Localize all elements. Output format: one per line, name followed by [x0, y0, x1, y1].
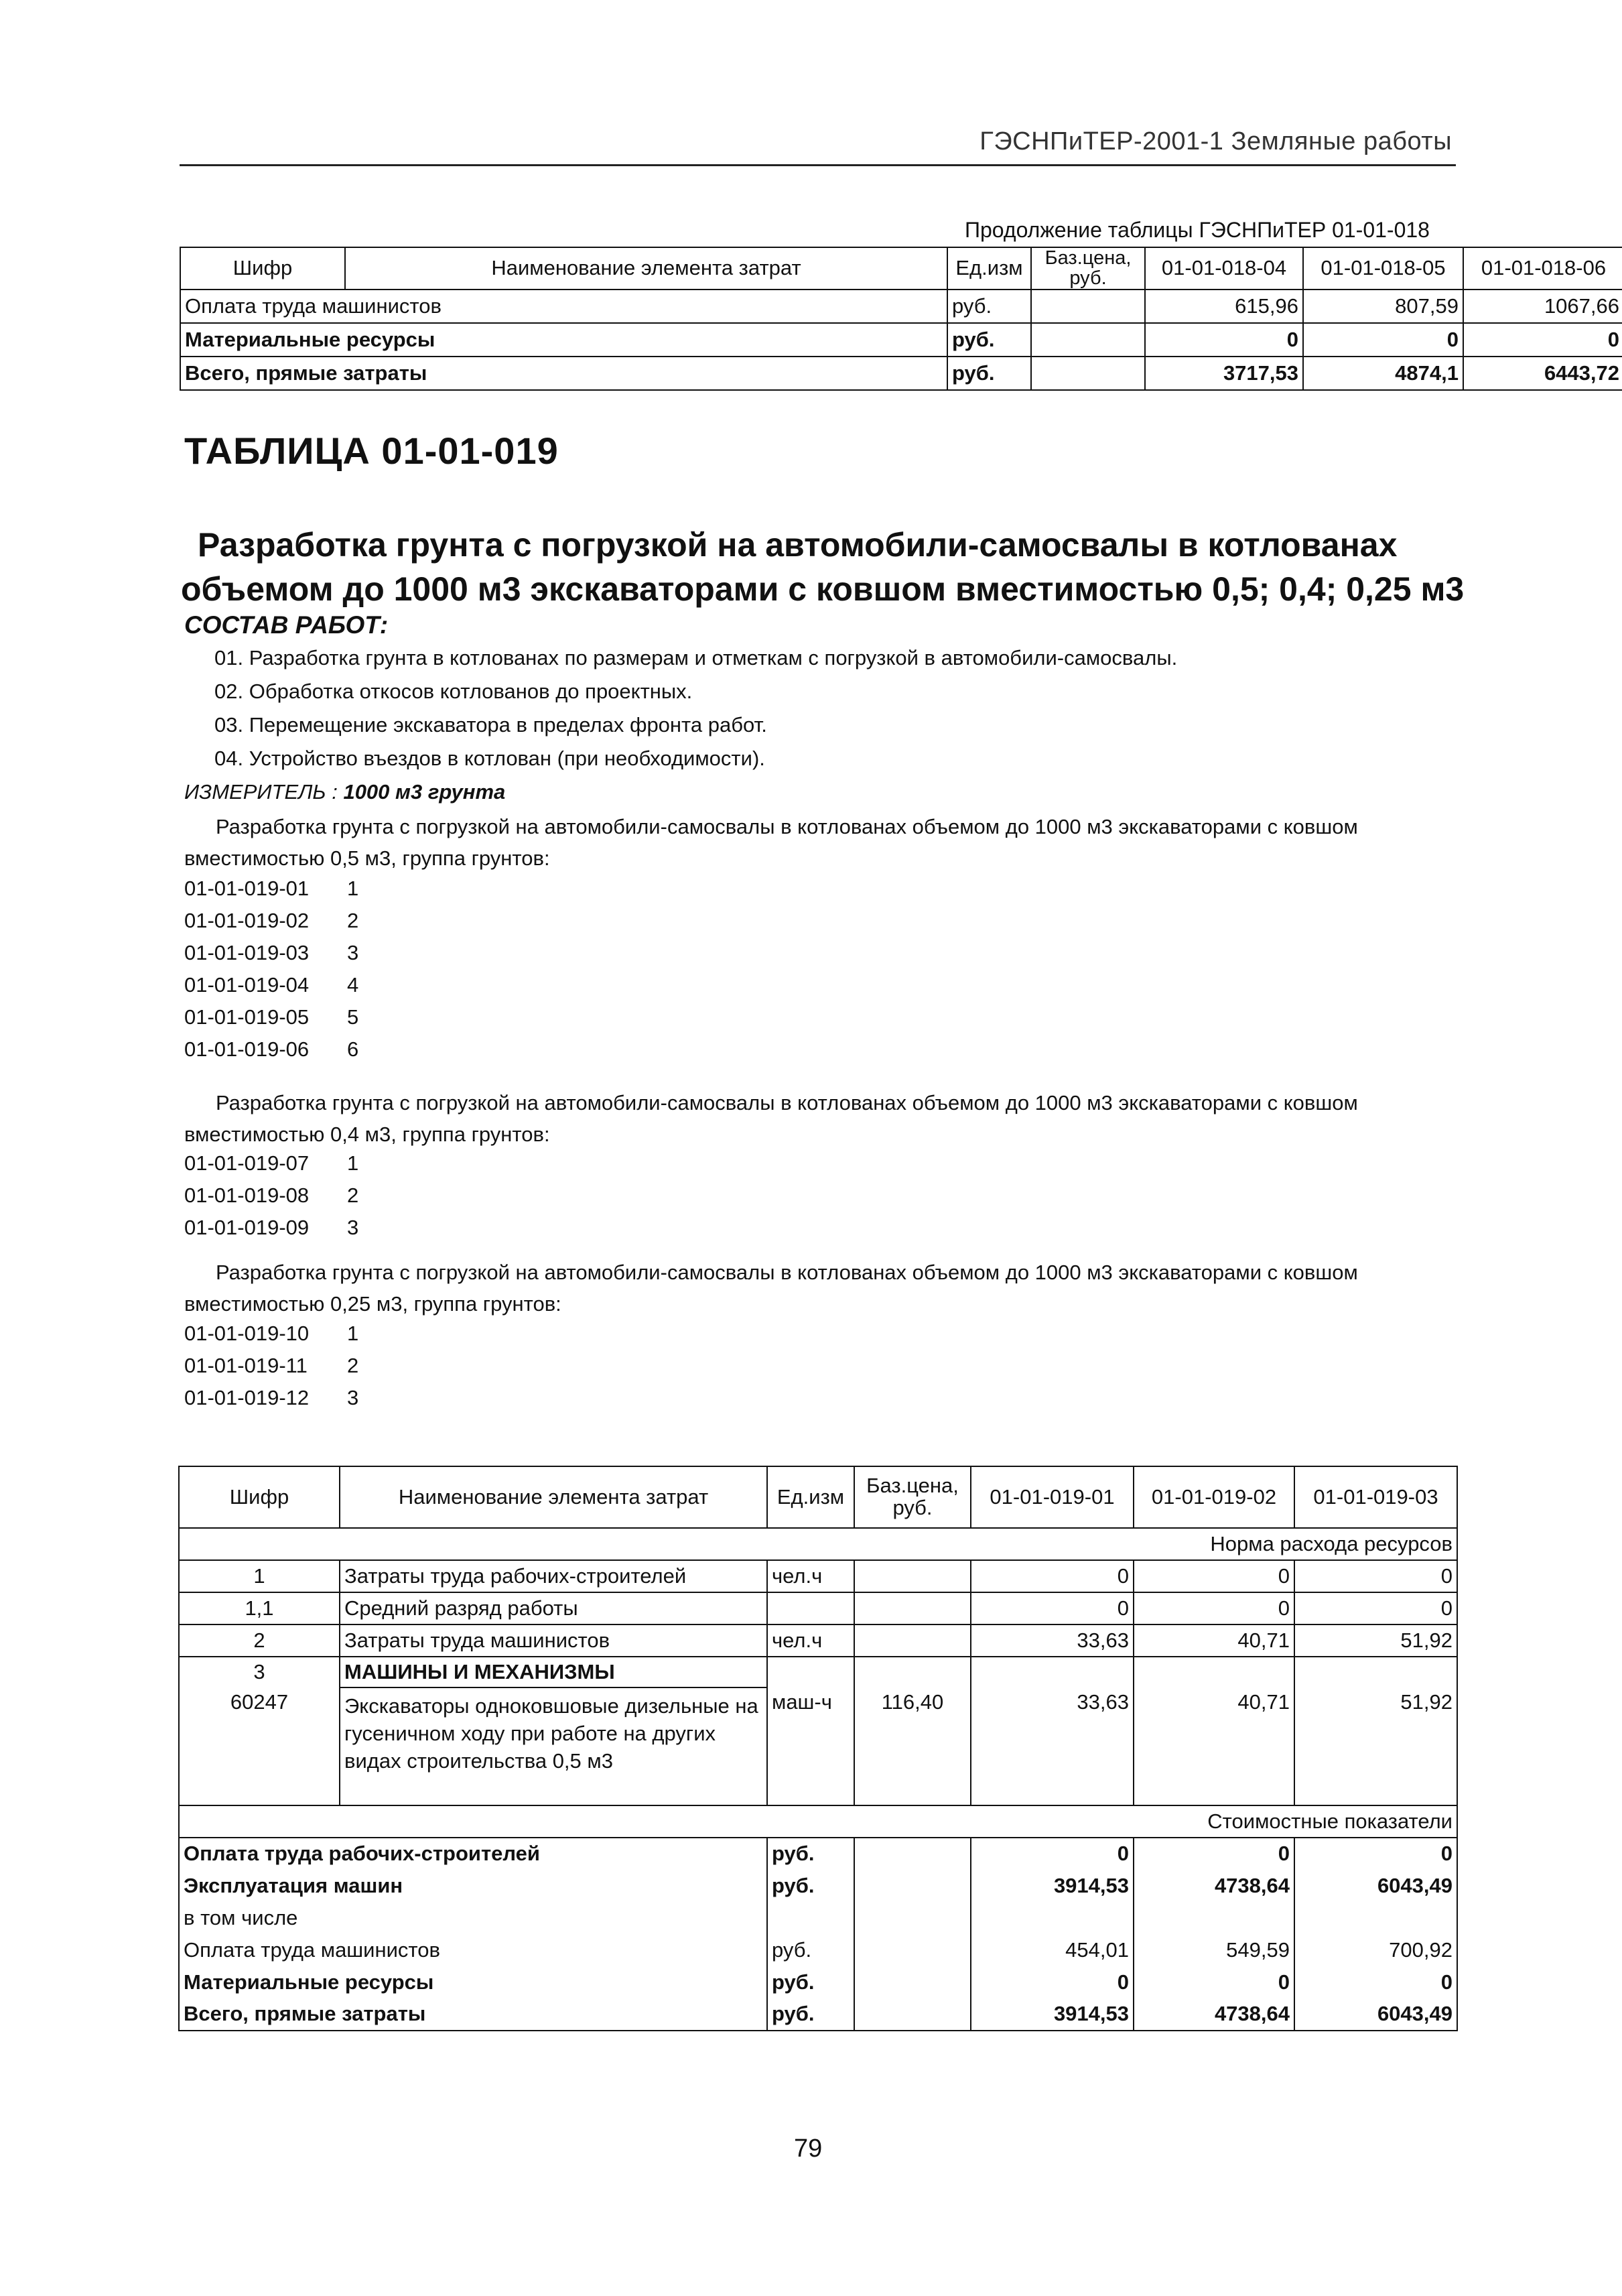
row-price — [854, 1998, 971, 2031]
row-unit: руб. — [767, 1838, 854, 1870]
rate-code: 01-01-019-09 — [184, 1216, 310, 1239]
row-value: 0 — [1463, 323, 1622, 357]
rate-code: 01-01-019-12 — [184, 1386, 310, 1409]
row-code: 3 — [179, 1657, 340, 1687]
rate-code: 01-01-019-08 — [184, 1184, 310, 1207]
row-unit: чел.ч — [767, 1624, 854, 1657]
row-code: 1,1 — [179, 1592, 340, 1624]
row-value: 3914,53 — [971, 1998, 1134, 2031]
soil-group: 2 — [347, 909, 359, 932]
table-row — [179, 1624, 1457, 1657]
row-price — [854, 1592, 971, 1624]
table-header-row — [180, 247, 1622, 290]
row-unit — [767, 1592, 854, 1624]
group-description: Разработка грунта с погрузкой на автомобили-самосвалы в котлованах объемом до 1000 м3 экскаваторами с ковшом вместимостью 0,4 м3, группа грунтов: — [184, 1091, 1358, 1146]
row-name: Оплата труда машинистов — [179, 1934, 767, 1966]
code-row — [184, 973, 358, 997]
rate-code: 01-01-019-05 — [184, 1005, 310, 1029]
row-value: 0 — [971, 1966, 1134, 1998]
code-row — [184, 1322, 358, 1346]
col-header-code: Шифр — [180, 247, 345, 290]
col-header-unit: Ед.изм — [767, 1466, 854, 1528]
row-code: 1 — [179, 1560, 340, 1592]
row-unit: маш-ч — [767, 1687, 854, 1805]
table-heading: ТАБЛИЦА 01-01-019 — [184, 430, 559, 472]
row-value: 4738,64 — [1134, 1998, 1294, 2031]
row-value: 0 — [1294, 1838, 1457, 1870]
col-header-name: Наименование элемента затрат — [345, 247, 947, 290]
row-name: Затраты труда машинистов — [340, 1624, 767, 1657]
row-unit: руб. — [947, 323, 1031, 357]
rate-code: 01-01-019-02 — [184, 909, 310, 932]
group-description: Разработка грунта с погрузкой на автомобили-самосвалы в котлованах объемом до 1000 м3 экскаваторами с ковшом вместимостью 0,25 м3, группа грунтов: — [184, 1261, 1358, 1316]
row-code: 60247 — [179, 1687, 340, 1805]
row-value: 0 — [1294, 1966, 1457, 1998]
row-value: 549,59 — [1134, 1934, 1294, 1966]
soil-group: 3 — [347, 1386, 359, 1409]
table-row — [179, 1998, 1457, 2031]
col-header-rate-1: 01-01-018-04 — [1145, 247, 1303, 290]
section-title-line: Разработка грунта с погрузкой на автомобили-самосвалы в котлованах — [198, 526, 1398, 564]
section-title — [181, 523, 1467, 611]
table-row — [179, 1838, 1457, 1870]
row-name: Оплата труда машинистов — [180, 290, 947, 323]
row-value: 0 — [1134, 1592, 1294, 1624]
continuation-table — [180, 247, 1622, 391]
row-value — [1294, 1657, 1457, 1687]
soil-group: 2 — [347, 1354, 359, 1377]
row-value: 615,96 — [1145, 290, 1303, 323]
col-header-rate-1: 01-01-019-01 — [971, 1466, 1134, 1528]
rate-code: 01-01-019-10 — [184, 1322, 310, 1345]
code-row — [184, 1386, 358, 1410]
row-unit: руб. — [947, 290, 1031, 323]
running-header: ГЭСНПиТЕР-2001-1 Земляные работы — [979, 127, 1452, 155]
row-value: 4738,64 — [1134, 1870, 1294, 1902]
row-name: Материальные ресурсы — [179, 1966, 767, 1998]
row-value: 0 — [1134, 1560, 1294, 1592]
table-row — [180, 323, 1622, 357]
row-value — [971, 1657, 1134, 1687]
row-value: 0 — [1134, 1838, 1294, 1870]
rate-code: 01-01-019-11 — [184, 1354, 308, 1377]
soil-group: 3 — [347, 1216, 359, 1239]
row-price — [854, 1838, 971, 1870]
table-row — [179, 1592, 1457, 1624]
row-value — [1294, 1902, 1457, 1934]
col-header-rate-2: 01-01-018-05 — [1303, 247, 1463, 290]
row-value: 0 — [971, 1592, 1134, 1624]
code-row — [184, 1037, 358, 1062]
row-value: 807,59 — [1303, 290, 1463, 323]
row-value: 0 — [1294, 1592, 1457, 1624]
row-value: 0 — [1134, 1966, 1294, 1998]
table-row — [179, 1657, 1457, 1687]
row-code: 2 — [179, 1624, 340, 1657]
row-value: 33,63 — [971, 1624, 1134, 1657]
row-unit: руб. — [767, 1934, 854, 1966]
row-price — [1031, 290, 1145, 323]
row-value: 6043,49 — [1294, 1870, 1457, 1902]
row-price — [854, 1560, 971, 1592]
row-name: Оплата труда рабочих-строителей — [179, 1838, 767, 1870]
row-value — [1134, 1902, 1294, 1934]
row-value: 6443,72 — [1463, 357, 1622, 390]
row-name: Затраты труда рабочих-строителей — [340, 1560, 767, 1592]
work-item: 03. Перемещение экскаватора в пределах фронта работ. — [214, 713, 767, 737]
rate-code: 01-01-019-03 — [184, 941, 310, 964]
row-price — [854, 1624, 971, 1657]
col-header-unit: Ед.изм — [947, 247, 1031, 290]
row-value: 40,71 — [1134, 1687, 1294, 1805]
col-header-price: Баз.цена, руб. — [1031, 247, 1145, 290]
table-row — [179, 1560, 1457, 1592]
row-value: 3717,53 — [1145, 357, 1303, 390]
row-unit: руб. — [767, 1870, 854, 1902]
rate-code: 01-01-019-06 — [184, 1037, 310, 1061]
col-header-rate-3: 01-01-019-03 — [1294, 1466, 1457, 1528]
table-row — [180, 357, 1622, 390]
table-row — [179, 1966, 1457, 1998]
row-name: в том числе — [179, 1902, 767, 1934]
soil-group: 4 — [347, 973, 359, 997]
code-row — [184, 1151, 358, 1175]
row-value: 3914,53 — [971, 1870, 1134, 1902]
code-row — [184, 1354, 358, 1378]
row-value: 0 — [971, 1560, 1134, 1592]
row-name: Средний разряд работы — [340, 1592, 767, 1624]
row-price — [854, 1966, 971, 1998]
row-name: Экскаваторы одноковшовые дизельные на гусеничном ходу при работе на других видах строительства 0,5 м3 — [340, 1687, 767, 1805]
row-price — [854, 1657, 971, 1687]
row-value: 0 — [1145, 323, 1303, 357]
norm-header: Норма расхода ресурсов — [179, 1528, 1457, 1560]
col-header-price: Баз.цена, руб. — [854, 1466, 971, 1528]
subheader-row — [179, 1805, 1457, 1838]
soil-group: 1 — [347, 877, 359, 900]
table-row — [179, 1870, 1457, 1902]
row-name: Эксплуатация машин — [179, 1870, 767, 1902]
row-value — [971, 1902, 1134, 1934]
row-value: 51,92 — [1294, 1624, 1457, 1657]
soil-group: 5 — [347, 1005, 359, 1029]
code-row — [184, 941, 358, 965]
cost-header: Стоимостные показатели — [179, 1805, 1457, 1838]
table-continuation-caption: Продолжение таблицы ГЭСНПиТЕР 01-01-018 — [965, 218, 1430, 242]
section-title-line: объемом до 1000 м3 экскаваторами с ковшом вместимостью 0,5; 0,4; 0,25 м3 — [181, 570, 1465, 608]
work-item: 02. Обработка откосов котлованов до проектных. — [214, 680, 693, 703]
resource-table — [178, 1466, 1458, 2031]
row-name: Всего, прямые затраты — [180, 357, 947, 390]
row-unit: руб. — [767, 1998, 854, 2031]
header-divider — [180, 164, 1456, 166]
code-row — [184, 1005, 358, 1029]
col-header-rate-2: 01-01-019-02 — [1134, 1466, 1294, 1528]
rate-code: 01-01-019-01 — [184, 877, 310, 900]
table-row — [179, 1687, 1457, 1805]
soil-group: 2 — [347, 1184, 359, 1207]
soil-group: 6 — [347, 1037, 359, 1061]
row-unit: руб. — [947, 357, 1031, 390]
code-row — [184, 1184, 358, 1208]
row-price: 116,40 — [854, 1687, 971, 1805]
row-unit: руб. — [767, 1966, 854, 1998]
code-row — [184, 1216, 358, 1240]
row-name: Всего, прямые затраты — [179, 1998, 767, 2031]
table-row — [180, 290, 1622, 323]
row-value: 0 — [1303, 323, 1463, 357]
subheader-row — [179, 1528, 1457, 1560]
col-header-code: Шифр — [179, 1466, 340, 1528]
row-price — [854, 1934, 971, 1966]
rate-code: 01-01-019-04 — [184, 973, 310, 997]
works-heading: СОСТАВ РАБОТ: — [184, 611, 389, 639]
row-value: 40,71 — [1134, 1624, 1294, 1657]
work-item: 04. Устройство въездов в котлован (при необходимости). — [214, 747, 765, 770]
row-value: 1067,66 — [1463, 290, 1622, 323]
row-price — [854, 1870, 971, 1902]
soil-group: 3 — [347, 941, 359, 964]
row-value: 51,92 — [1294, 1687, 1457, 1805]
code-row — [184, 909, 358, 933]
table-row — [179, 1902, 1457, 1934]
work-item: 01. Разработка грунта в котлованах по размерам и отметкам с погрузкой в автомобили-самосвалы. — [214, 646, 1178, 669]
row-value: 4874,1 — [1303, 357, 1463, 390]
page-number: 79 — [794, 2134, 823, 2163]
row-name: МАШИНЫ И МЕХАНИЗМЫ — [340, 1657, 767, 1687]
row-unit — [767, 1902, 854, 1934]
row-value: 454,01 — [971, 1934, 1134, 1966]
col-header-rate-3: 01-01-018-06 — [1463, 247, 1622, 290]
row-value: 33,63 — [971, 1687, 1134, 1805]
row-price — [1031, 357, 1145, 390]
soil-group: 1 — [347, 1151, 359, 1175]
row-name: Материальные ресурсы — [180, 323, 947, 357]
group-description: Разработка грунта с погрузкой на автомобили-самосвалы в котлованах объемом до 1000 м3 экскаваторами с ковшом вместимостью 0,5 м3, группа грунтов: — [184, 815, 1358, 870]
row-value: 0 — [971, 1838, 1134, 1870]
row-value — [1134, 1657, 1294, 1687]
rate-code: 01-01-019-07 — [184, 1151, 310, 1175]
row-value: 6043,49 — [1294, 1998, 1457, 2031]
measure-value: 1000 м3 грунта — [343, 780, 506, 804]
row-unit — [767, 1657, 854, 1687]
code-row — [184, 877, 358, 901]
row-unit: чел.ч — [767, 1560, 854, 1592]
measure-label: ИЗМЕРИТЕЛЬ : — [184, 780, 338, 804]
col-header-name: Наименование элемента затрат — [340, 1466, 767, 1528]
table-row — [179, 1934, 1457, 1966]
table-header-row — [179, 1466, 1457, 1528]
row-value: 700,92 — [1294, 1934, 1457, 1966]
row-value: 0 — [1294, 1560, 1457, 1592]
row-price — [854, 1902, 971, 1934]
soil-group: 1 — [347, 1322, 359, 1345]
row-price — [1031, 323, 1145, 357]
measure-unit — [184, 780, 505, 804]
